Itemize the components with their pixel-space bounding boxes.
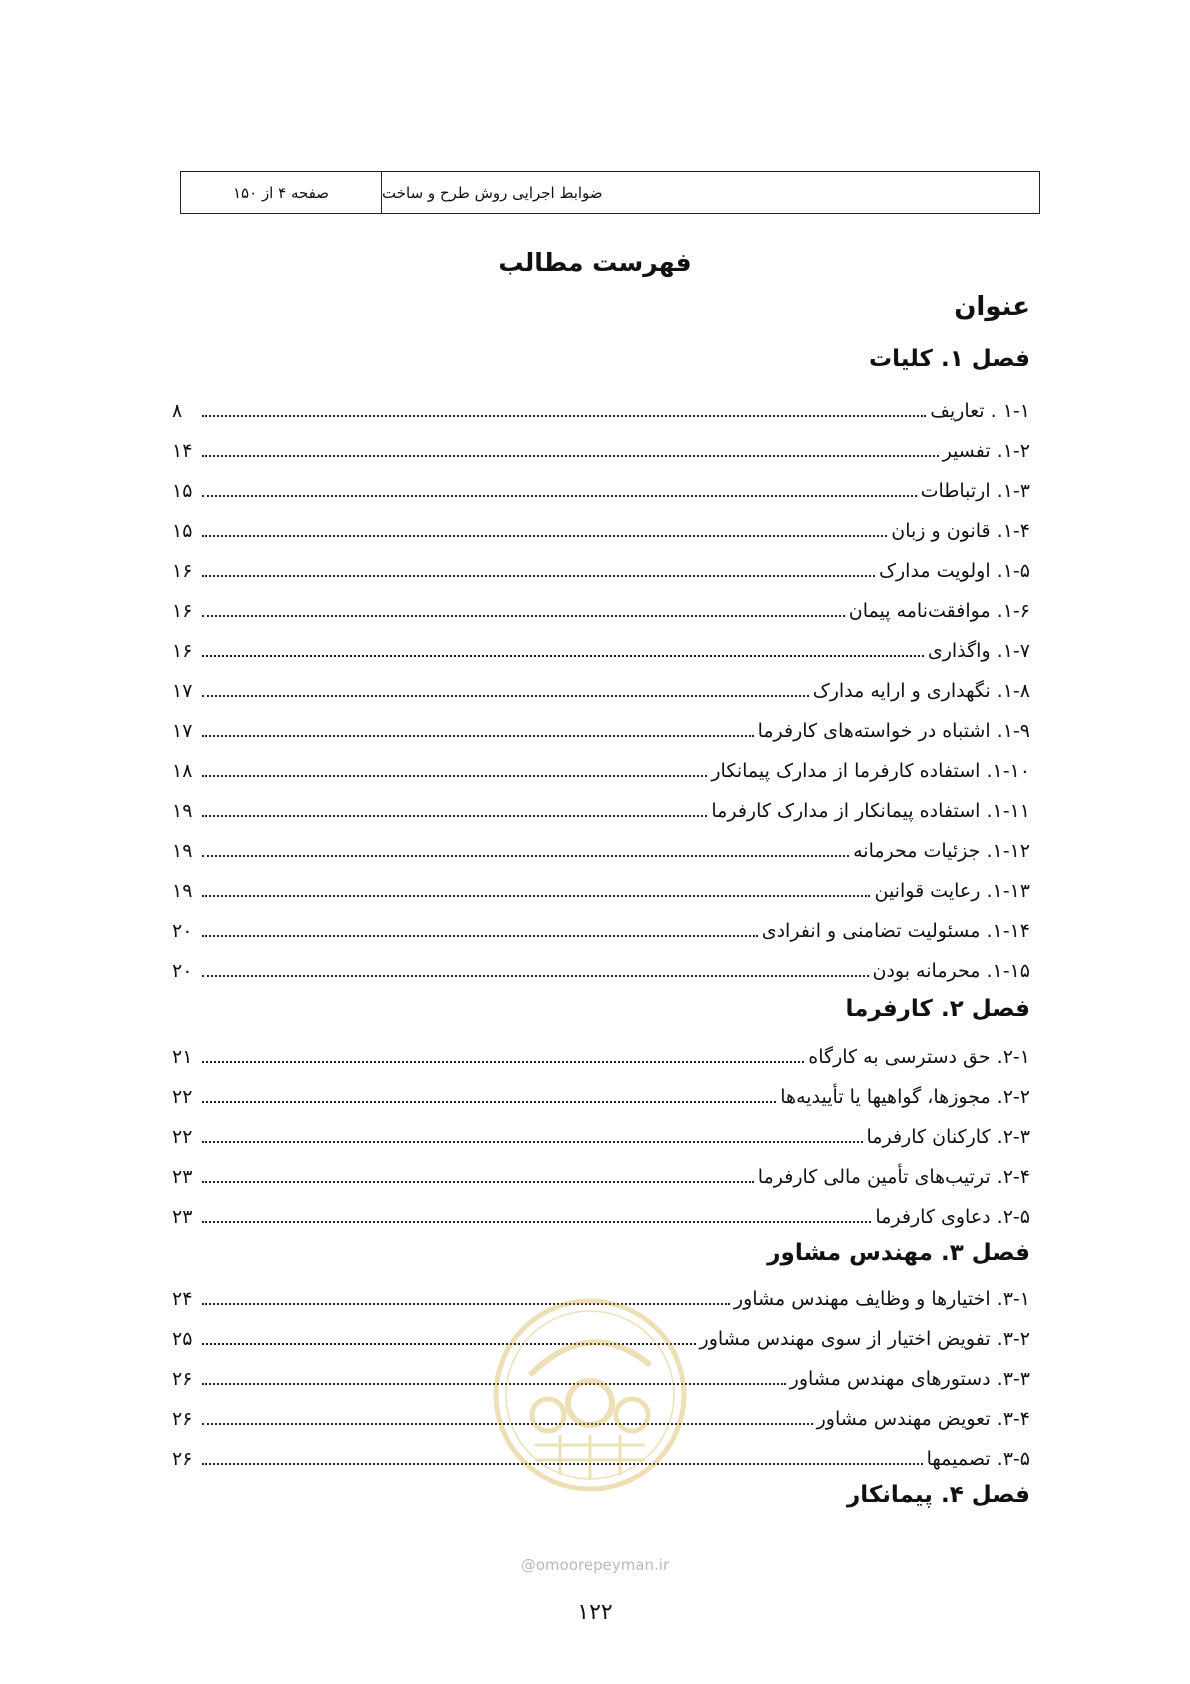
- toc-entry-page: ۱۸: [172, 760, 193, 782]
- toc-entry[interactable]: [172, 1042, 1030, 1072]
- column-heading: عنوان: [954, 292, 1030, 322]
- toc-entry[interactable]: [172, 716, 1030, 746]
- toc-entry-label: ۳-۲. تفویض اختیار از سوی مهندس مشاور: [699, 1328, 1030, 1350]
- toc-entry-label: ۳-۴. تعویض مهندس مشاور: [816, 1408, 1030, 1430]
- toc-entry[interactable]: [172, 1162, 1030, 1192]
- toc-entry-label: ۱-۳. ارتباطات: [920, 480, 1030, 502]
- toc-entry[interactable]: [172, 476, 1030, 506]
- dot-leader: [202, 1141, 863, 1143]
- toc-entry-page: ۱۴: [172, 440, 193, 462]
- toc-entry-page: ۲۱: [172, 1046, 193, 1068]
- dot-leader: [202, 535, 887, 537]
- toc-entry-page: ۲۳: [172, 1206, 193, 1228]
- toc-entry[interactable]: [172, 956, 1030, 986]
- dot-leader: [202, 735, 754, 737]
- toc-entry-page: ۲۲: [172, 1086, 193, 1108]
- toc-entry-label: ۱-۱ . تعاریف: [930, 400, 1030, 422]
- dot-leader: [202, 1061, 804, 1063]
- dot-leader: [202, 775, 707, 777]
- toc-entry-page: ۱۵: [172, 520, 193, 542]
- toc-entry[interactable]: [172, 636, 1030, 666]
- dot-leader: [202, 895, 870, 897]
- toc-entry-label: ۱-۱۳. رعایت قوانین: [874, 880, 1030, 902]
- chapter-title: فصل ۳. مهندس مشاور: [767, 1240, 1030, 1266]
- dot-leader: [202, 1181, 754, 1183]
- toc-entry[interactable]: [172, 756, 1030, 786]
- toc-entry[interactable]: [172, 396, 1030, 426]
- dot-leader: [202, 575, 875, 577]
- header-page-info: صفحه ۴ از ۱۵۰: [181, 172, 382, 213]
- toc-entry-page: ۱۶: [172, 640, 193, 662]
- toc-entry[interactable]: [172, 796, 1030, 826]
- toc-entry[interactable]: [172, 436, 1030, 466]
- watermark-url: @omoorepeyman.ir: [520, 1556, 670, 1574]
- toc-entry-label: ۱-۱۲. جزئیات محرمانه: [853, 840, 1030, 862]
- toc-entry-page: ۲۴: [172, 1288, 193, 1310]
- toc-entry-label: ۱-۱۰. استفاده کارفرما از مدارک پیمانکار: [711, 760, 1030, 782]
- toc-entry-page: ۱۹: [172, 800, 193, 822]
- chapter-title: فصل ۲. کارفرما: [845, 996, 1030, 1022]
- dot-leader: [202, 855, 849, 857]
- toc-entry[interactable]: [172, 516, 1030, 546]
- toc-entry-label: ۱-۴. قانون و زبان: [891, 520, 1030, 542]
- dot-leader: [202, 455, 939, 457]
- toc-entry-label: ۱-۱۵. محرمانه بودن: [872, 960, 1030, 982]
- toc-entry-page: ۲۶: [172, 1408, 193, 1430]
- toc-entry[interactable]: [172, 916, 1030, 946]
- dot-leader: [202, 415, 926, 417]
- toc-entry-label: ۱-۹. اشتباه در خواسته‌های کارفرما: [757, 720, 1030, 742]
- dot-leader: [202, 495, 917, 497]
- toc-entry-label: ۱-۱۴. مسئولیت تضامنی و انفرادی: [761, 920, 1030, 942]
- chapter-title: فصل ۱. کلیات: [869, 346, 1030, 372]
- toc-entry-page: ۱۶: [172, 600, 193, 622]
- toc-entry-page: ۱۷: [172, 680, 193, 702]
- toc-entry-label: ۲-۳. کارکنان کارفرما: [866, 1126, 1030, 1148]
- toc-entry-page: ۱۷: [172, 720, 193, 742]
- toc-entry[interactable]: [172, 556, 1030, 586]
- dot-leader: [202, 935, 758, 937]
- toc-entry-label: ۲-۱. حق دسترسی به کارگاه: [808, 1046, 1030, 1068]
- dot-leader: [202, 1221, 871, 1223]
- toc-entry-page: ۲۳: [172, 1166, 193, 1188]
- dot-leader: [202, 1101, 776, 1103]
- toc-entry-label: ۲-۵. دعاوی کارفرما: [875, 1206, 1030, 1228]
- toc-entry-page: ۲۲: [172, 1126, 193, 1148]
- dot-leader: [202, 815, 707, 817]
- toc-entry-page: ۸: [172, 400, 183, 422]
- toc-entry-label: ۳-۳. دستورهای مهندس مشاور: [789, 1368, 1030, 1390]
- toc-entry[interactable]: [172, 676, 1030, 706]
- toc-entry-page: ۲۵: [172, 1328, 193, 1350]
- toc-entry[interactable]: [172, 1082, 1030, 1112]
- watermark-seal-icon: [490, 1295, 690, 1495]
- toc-entry-page: ۲۰: [172, 960, 193, 982]
- toc-entry-label: ۱-۷. واگذاری: [927, 640, 1030, 662]
- dot-leader: [202, 655, 924, 657]
- toc-entry-label: ۳-۱. اختیارها و وظایف مهندس مشاور: [733, 1288, 1030, 1310]
- toc-entry[interactable]: [172, 596, 1030, 626]
- toc-entry-page: ۲۶: [172, 1368, 193, 1390]
- toc-entry-label: ۲-۴. ترتیب‌های تأمین مالی کارفرما: [757, 1166, 1030, 1188]
- dot-leader: [202, 695, 809, 697]
- toc-entry-page: ۱۶: [172, 560, 193, 582]
- toc-entry-label: ۱-۸. نگهداری و ارایه مدارک: [812, 680, 1030, 702]
- toc-entry-page: ۲۶: [172, 1448, 193, 1470]
- page-number: ۱۲۲: [577, 1600, 613, 1625]
- toc-entry-label: ۱-۵. اولویت مدارک: [878, 560, 1030, 582]
- toc-entry-label: ۱-۶. موافقت‌نامه پیمان: [848, 600, 1030, 622]
- toc-entry[interactable]: [172, 1122, 1030, 1152]
- toc-entry-label: ۳-۵. تصمیمها: [926, 1448, 1030, 1470]
- toc-entry-label: ۱-۲. تفسیر: [942, 440, 1030, 462]
- header-table: [180, 171, 1040, 214]
- toc-entry-label: ۱-۱۱. استفاده پیمانکار از مدارک کارفرما: [711, 800, 1030, 822]
- toc-entry[interactable]: [172, 1202, 1030, 1232]
- toc-entry-label: ۲-۲. مجوزها، گواهیها یا تأییدیه‌ها: [780, 1086, 1030, 1108]
- toc-entry-page: ۱۹: [172, 880, 193, 902]
- toc-entry[interactable]: [172, 836, 1030, 866]
- chapter-title: فصل ۴. پیمانکار: [846, 1482, 1030, 1508]
- toc-entry-page: ۱۵: [172, 480, 193, 502]
- toc-entry-page: ۲۰: [172, 920, 193, 942]
- dot-leader: [202, 975, 869, 977]
- toc-entry-page: ۱۹: [172, 840, 193, 862]
- toc-title: فهرست مطالب: [498, 248, 692, 277]
- dot-leader: [202, 615, 845, 617]
- toc-entry[interactable]: [172, 876, 1030, 906]
- header-document-title: ضوابط اجرایی روش طرح و ساخت: [382, 183, 603, 202]
